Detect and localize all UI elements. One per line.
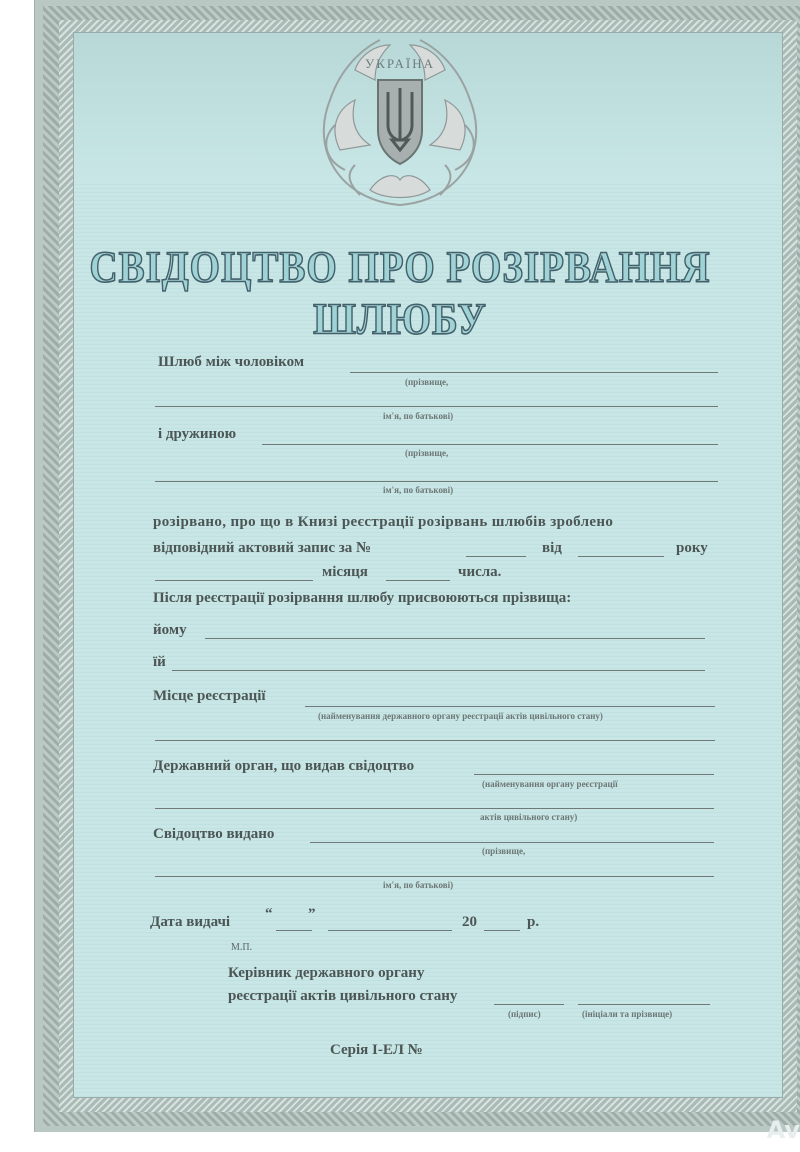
place-label: Місце реєстрації [153, 688, 266, 704]
place-line-2[interactable] [155, 740, 715, 741]
issuer-label: Державний орган, що видав свідоцтво [153, 758, 415, 774]
issuer-line[interactable] [474, 774, 714, 775]
initials-line[interactable] [578, 1004, 710, 1005]
month-line[interactable] [155, 580, 313, 581]
wife-name-line[interactable] [155, 481, 718, 482]
him-surname-line[interactable] [205, 638, 705, 639]
place-hint: (найменування державного органу реєстрації актів цивільного стану) [318, 711, 603, 721]
husband-label: Шлюб між чоловіком [158, 354, 305, 370]
year-line[interactable] [578, 556, 664, 557]
day-label: числа. [458, 564, 502, 580]
year-label: року [676, 540, 708, 556]
issued-to-name-hint: ім'я, по батькові) [383, 880, 454, 890]
close-quote: ” [308, 906, 316, 922]
issued-to-surname-line[interactable] [310, 842, 714, 843]
wife-name-hint: ім'я, по батькові) [383, 485, 454, 495]
wife-label: і дружиною [158, 426, 237, 442]
issue-month-line[interactable] [328, 930, 452, 931]
stamp-place: М.П. [231, 942, 253, 953]
wife-surname-hint: (прізвище, [405, 448, 449, 458]
signature-line[interactable] [494, 1004, 564, 1005]
issued-to-name-line[interactable] [155, 876, 714, 877]
open-quote: “ [265, 906, 273, 922]
document-title: СВІДОЦТВО ПРО РОЗІРВАННЯ ШЛЮБУ [89, 242, 711, 344]
place-line[interactable] [305, 706, 715, 707]
husband-name-hint: ім'я, по батькові) [383, 411, 454, 421]
head-title-line2: реєстрації актів цивільного стану [228, 988, 458, 1004]
her-surname-line[interactable] [172, 670, 705, 671]
husband-surname-line[interactable] [350, 372, 718, 373]
issuer-hint: (найменування органу реєстрації [482, 779, 618, 789]
year-abbr-label: р. [527, 914, 540, 930]
initials-hint: (ініціали та прізвище) [582, 1009, 673, 1019]
issuer-line-2[interactable] [155, 808, 714, 809]
after-registration-text: Після реєстрації розірвання шлюбу присвоюються прізвища: [153, 590, 572, 606]
series-label: Серія І-ЕЛ № [330, 1042, 423, 1058]
him-label: йому [153, 622, 187, 638]
act-number-line[interactable] [466, 556, 526, 557]
from-label: від [542, 540, 562, 556]
issue-day-line[interactable] [276, 930, 312, 931]
her-label: їй [153, 654, 166, 670]
act-record-label: відповідний актовий запис за № [153, 540, 372, 556]
signature-hint: (підпис) [508, 1009, 541, 1019]
century-label: 20 [462, 914, 477, 930]
dissolved-text: розірвано, про що в Книзі реєстрації розірвань шлюбів зроблено [153, 514, 614, 530]
watermark-logo: Av [766, 1116, 800, 1144]
day-line[interactable] [386, 580, 450, 581]
country-name: УКРАЇНА [365, 56, 435, 71]
state-emblem [300, 0, 500, 215]
issued-to-surname-hint: (прізвище, [482, 846, 526, 856]
ornament-icon [300, 0, 500, 215]
husband-surname-hint: (прізвище, [405, 377, 449, 387]
husband-name-line[interactable] [155, 406, 718, 407]
wife-surname-line[interactable] [262, 444, 718, 445]
head-title-line1: Керівник державного органу [228, 965, 425, 981]
issued-to-label: Свідоцтво видано [153, 826, 275, 842]
issuer-hint-2: актів цивільного стану) [480, 812, 578, 822]
issue-date-label: Дата видачі [150, 914, 231, 930]
issue-year-line[interactable] [484, 930, 520, 931]
month-label: місяця [322, 564, 368, 580]
